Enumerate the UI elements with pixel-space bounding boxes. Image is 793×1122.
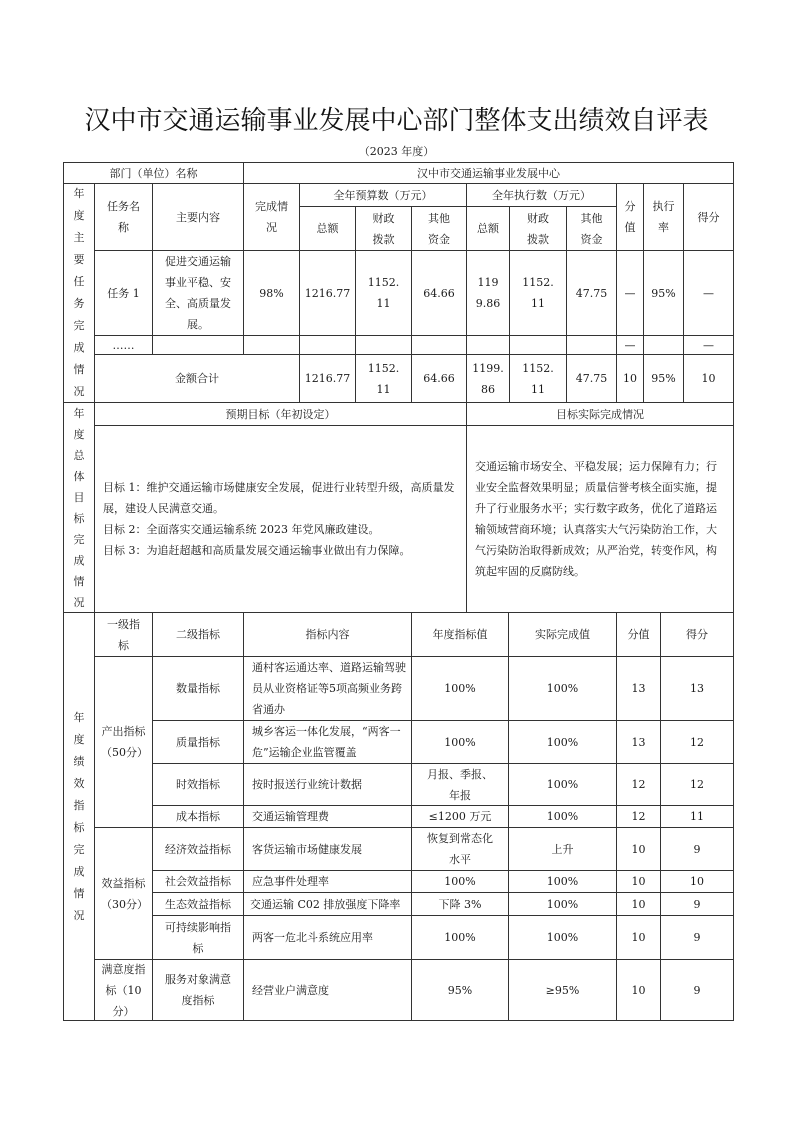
task2-exec-rate bbox=[643, 335, 684, 355]
content-quality: 城乡客运一体化发展，“两客一危”运输企业监管覆盖 bbox=[243, 720, 412, 764]
section3-side-label: 年度绩效指标完成情况 bbox=[63, 612, 95, 1021]
task2-exec-other bbox=[566, 335, 617, 355]
header-budget-other: 其他资金 bbox=[411, 206, 467, 251]
target-cost: ≤1200 万元 bbox=[411, 805, 509, 828]
score-value-economic: 10 bbox=[616, 827, 661, 871]
dept-value: 汉中市交通运输事业发展中心 bbox=[243, 162, 734, 184]
task1-exec-other: 47.75 bbox=[566, 250, 617, 336]
total-exec-rate: 95% bbox=[643, 354, 684, 403]
page-title: 汉中市交通运输事业发展中心部门整体支出绩效自评表 bbox=[84, 106, 709, 136]
task1-content: 促进交通运输事业平稳、安全、高质量发展。 bbox=[152, 250, 244, 336]
score-value-social: 10 bbox=[616, 870, 661, 893]
level2-cost: 成本指标 bbox=[152, 805, 244, 828]
task2-completion bbox=[243, 335, 300, 355]
level2-social: 社会效益指标 bbox=[152, 870, 244, 893]
task1-score-value: — bbox=[616, 250, 644, 336]
total-exec-other: 47.75 bbox=[566, 354, 617, 403]
score-ecological: 9 bbox=[660, 892, 734, 916]
header-task-name: 任务名称 bbox=[94, 183, 153, 251]
total-budget-total: 1216.77 bbox=[299, 354, 356, 403]
score-value-quantity: 13 bbox=[616, 656, 661, 721]
actual-social: 100% bbox=[508, 870, 617, 893]
score-value-cost: 12 bbox=[616, 805, 661, 828]
content-timeliness: 按时报送行业统计数据 bbox=[243, 763, 412, 806]
score-timeliness: 12 bbox=[660, 763, 734, 806]
level1-benefit: 效益指标（30分） bbox=[94, 827, 153, 960]
total-budget-fiscal: 1152.11 bbox=[355, 354, 412, 403]
score-value-satisfaction: 10 bbox=[616, 959, 661, 1021]
header-score-2: 得分 bbox=[660, 612, 734, 657]
actual-goals-cell bbox=[466, 425, 734, 613]
task2-budget-other bbox=[411, 335, 467, 355]
expected-goal-2: 目标 2：全面落实交通运输系统 2023 年党风廉政建设。 bbox=[103, 523, 380, 536]
content-sustainable: 两客一危北斗系统应用率 bbox=[243, 915, 412, 960]
content-economic: 客货运输市场健康发展 bbox=[243, 827, 412, 871]
actual-economic: 上升 bbox=[508, 827, 617, 871]
score-value-sustainable: 10 bbox=[616, 915, 661, 960]
content-ecological: 交通运输 C02 排放强度下降率 bbox=[243, 892, 412, 916]
header-budget-fiscal: 财政拨款 bbox=[355, 206, 412, 251]
actual-quality: 100% bbox=[508, 720, 617, 764]
target-timeliness: 月报、季报、年报 bbox=[411, 763, 509, 806]
header-target: 年度指标值 bbox=[411, 612, 509, 657]
task2-budget-fiscal bbox=[355, 335, 412, 355]
task2-score-value: — bbox=[616, 335, 644, 355]
score-value-ecological: 10 bbox=[616, 892, 661, 916]
score-sustainable: 9 bbox=[660, 915, 734, 960]
level1-satisfaction: 满意度指标（10分） bbox=[94, 959, 153, 1021]
level2-ecological: 生态效益指标 bbox=[152, 892, 244, 916]
total-label: 金额合计 bbox=[94, 354, 300, 403]
level1-output: 产出指标（50分） bbox=[94, 656, 153, 828]
level2-timeliness: 时效指标 bbox=[152, 763, 244, 806]
target-economic: 恢复到常态化水平 bbox=[411, 827, 509, 871]
level2-sustainable: 可持续影响指标 bbox=[152, 915, 244, 960]
total-budget-other: 64.66 bbox=[411, 354, 467, 403]
target-satisfaction: 95% bbox=[411, 959, 509, 1021]
task1-exec-fiscal: 1152.11 bbox=[509, 250, 567, 336]
header-exec-other: 其他资金 bbox=[566, 206, 617, 251]
score-value-quality: 13 bbox=[616, 720, 661, 764]
header-indicator-content: 指标内容 bbox=[243, 612, 412, 657]
total-score: 10 bbox=[683, 354, 734, 403]
total-exec-fiscal: 1152.11 bbox=[509, 354, 567, 403]
header-exec-group: 全年执行数（万元） bbox=[466, 183, 617, 207]
header-score-value-2: 分值 bbox=[616, 612, 661, 657]
header-completion: 完成情况 bbox=[243, 183, 300, 251]
header-score-value: 分值 bbox=[616, 183, 644, 251]
actual-goals-header: 目标实际完成情况 bbox=[466, 402, 734, 426]
dept-label: 部门（单位）名称 bbox=[63, 162, 244, 184]
task1-budget-total: 1216.77 bbox=[299, 250, 356, 336]
total-score-value: 10 bbox=[616, 354, 644, 403]
task2-exec-total bbox=[466, 335, 510, 355]
score-quality: 12 bbox=[660, 720, 734, 764]
content-cost: 交通运输管理费 bbox=[243, 805, 412, 828]
header-exec-fiscal: 财政拨款 bbox=[509, 206, 567, 251]
level2-service-satisfaction: 服务对象满意度指标 bbox=[152, 959, 244, 1021]
expected-goals-cell bbox=[94, 425, 467, 613]
actual-cost: 100% bbox=[508, 805, 617, 828]
score-quantity: 13 bbox=[660, 656, 734, 721]
header-exec-total: 总额 bbox=[466, 206, 510, 251]
target-quality: 100% bbox=[411, 720, 509, 764]
task1-name: 任务 1 bbox=[94, 250, 153, 336]
content-satisfaction: 经营业户满意度 bbox=[243, 959, 412, 1021]
task1-score: — bbox=[683, 250, 734, 336]
task2-content bbox=[152, 335, 244, 355]
score-satisfaction: 9 bbox=[660, 959, 734, 1021]
actual-ecological: 100% bbox=[508, 892, 617, 916]
target-ecological: 下降 3% bbox=[411, 892, 509, 916]
target-sustainable: 100% bbox=[411, 915, 509, 960]
task1-exec-rate: 95% bbox=[643, 250, 684, 336]
header-level2: 二级指标 bbox=[152, 612, 244, 657]
section2-side-label: 年度总体目标完成情况 bbox=[63, 402, 95, 613]
actual-sustainable: 100% bbox=[508, 915, 617, 960]
expected-goal-1: 目标 1：维护交通运输市场健康安全发展，促进行业转型升级，高质量发展，建设人民满意交通。 bbox=[103, 481, 455, 515]
level2-quantity: 数量指标 bbox=[152, 656, 244, 721]
section1-side-label: 年度主要任务完成情况 bbox=[63, 183, 95, 403]
actual-timeliness: 100% bbox=[508, 763, 617, 806]
task2-score: — bbox=[683, 335, 734, 355]
content-social: 应急事件处理率 bbox=[243, 870, 412, 893]
header-budget-total: 总额 bbox=[299, 206, 356, 251]
task2-name: …… bbox=[94, 335, 153, 355]
level2-quality: 质量指标 bbox=[152, 720, 244, 764]
score-social: 10 bbox=[660, 870, 734, 893]
header-main-content: 主要内容 bbox=[152, 183, 244, 251]
header-level1: 一级指标 bbox=[94, 612, 153, 657]
header-exec-rate: 执行率 bbox=[643, 183, 684, 251]
total-exec-total: 1199.86 bbox=[466, 354, 510, 403]
actual-quantity: 100% bbox=[508, 656, 617, 721]
task1-budget-fiscal: 1152.11 bbox=[355, 250, 412, 336]
task2-exec-fiscal bbox=[509, 335, 567, 355]
expected-goal-3: 目标 3：为追赶超越和高质量发展交通运输事业做出有力保障。 bbox=[103, 544, 411, 557]
header-budget-group: 全年预算数（万元） bbox=[299, 183, 467, 207]
score-cost: 11 bbox=[660, 805, 734, 828]
task2-budget-total bbox=[299, 335, 356, 355]
score-value-timeliness: 12 bbox=[616, 763, 661, 806]
content-quantity: 通村客运通达率、道路运输驾驶员从业资格证等5项高频业务跨省通办 bbox=[243, 656, 412, 721]
score-economic: 9 bbox=[660, 827, 734, 871]
year-subtitle: （2023 年度） bbox=[358, 145, 435, 158]
task1-completion: 98% bbox=[243, 250, 300, 336]
target-quantity: 100% bbox=[411, 656, 509, 721]
task1-exec-total: 1199.86 bbox=[466, 250, 510, 336]
header-score: 得分 bbox=[683, 183, 734, 251]
header-actual: 实际完成值 bbox=[508, 612, 617, 657]
level2-economic: 经济效益指标 bbox=[152, 827, 244, 871]
actual-satisfaction: ≥95% bbox=[508, 959, 617, 1021]
actual-goals-text: 交通运输市场安全、平稳发展；运力保障有力；行业安全监督效果明显；质量信誉考核全面实施，提升了行业服务水平；实行数字政务，优化了道路运输领域营商环境；认真落实大气污染防治工作，大气污染防治取得新成效；从严治党，转变作风，构筑起牢固的反腐防线。 bbox=[475, 460, 717, 578]
expected-goals-header: 预期目标（年初设定） bbox=[94, 402, 467, 426]
task1-budget-other: 64.66 bbox=[411, 250, 467, 336]
target-social: 100% bbox=[411, 870, 509, 893]
